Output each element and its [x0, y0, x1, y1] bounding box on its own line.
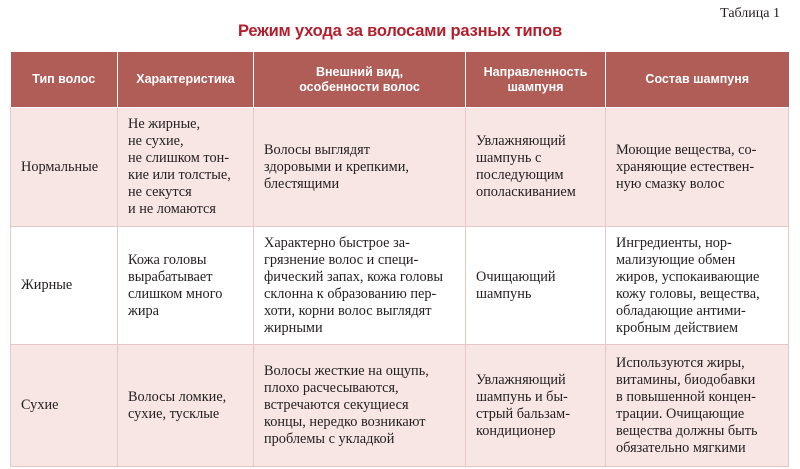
table-row-dry — [11, 345, 789, 467]
table-row-normal — [11, 108, 789, 227]
cell-shampoo-direction: Увлажняющий шампунь и бы- стрый бальзам- кондиционер — [466, 345, 606, 467]
cell-hair-type: Жирные — [11, 227, 118, 345]
hair-care-table — [10, 52, 789, 467]
cell-characteristic: Волосы ломкие, сухие, тусклые — [118, 345, 254, 467]
table-title: Режим ухода за волосами разных типов — [237, 22, 563, 40]
cell-appearance: Волосы жесткие на ощупь, плохо расчесываются, встречаются секущиеся концы, нередко возникают проблемы с укладкой — [254, 345, 466, 467]
table-number: Таблица 1 — [720, 6, 780, 21]
cell-appearance: Волосы выглядят здоровыми и крепкими, блестящими — [254, 108, 466, 227]
cell-hair-type: Сухие — [11, 345, 118, 467]
header-appearance: Внешний вид, особенности волос — [254, 52, 466, 108]
header-hair-type: Тип волос — [11, 52, 118, 108]
cell-characteristic: Не жирные, не сухие, не слишком тон- кие или толстые, не секутся и не ломаются — [118, 108, 254, 227]
cell-shampoo-direction: Очищающий шампунь — [466, 227, 606, 345]
header-row — [11, 52, 789, 108]
header-shampoo-composition: Состав шампуня — [606, 52, 789, 108]
header-characteristic: Характеристика — [118, 52, 254, 108]
cell-appearance: Характерно быстрое за- грязнение волос и специ- фический запах, кожа головы склонна к образованию пер- хоти, корни волос выглядят жирными — [254, 227, 466, 345]
cell-shampoo-composition: Используются жиры, витамины, биодобавки в повышенной концен- трации. Очищающие вещества должны быть обязательно мягкими — [606, 345, 789, 467]
cell-shampoo-composition: Ингредиенты, нор- мализующие обмен жиров, успокаивающие кожу головы, вещества, обладающие антими- кробным действием — [606, 227, 789, 345]
cell-shampoo-composition: Моющие вещества, со- храняющие естествен- ную смазку волос — [606, 108, 789, 227]
table-row-oily — [11, 227, 789, 345]
cell-hair-type: Нормальные — [11, 108, 118, 227]
cell-characteristic: Кожа головы вырабатывает слишком много жира — [118, 227, 254, 345]
cell-shampoo-direction: Увлажняющий шампунь с последующим ополаскиванием — [466, 108, 606, 227]
header-shampoo-direction: Направленность шампуня — [466, 52, 606, 108]
